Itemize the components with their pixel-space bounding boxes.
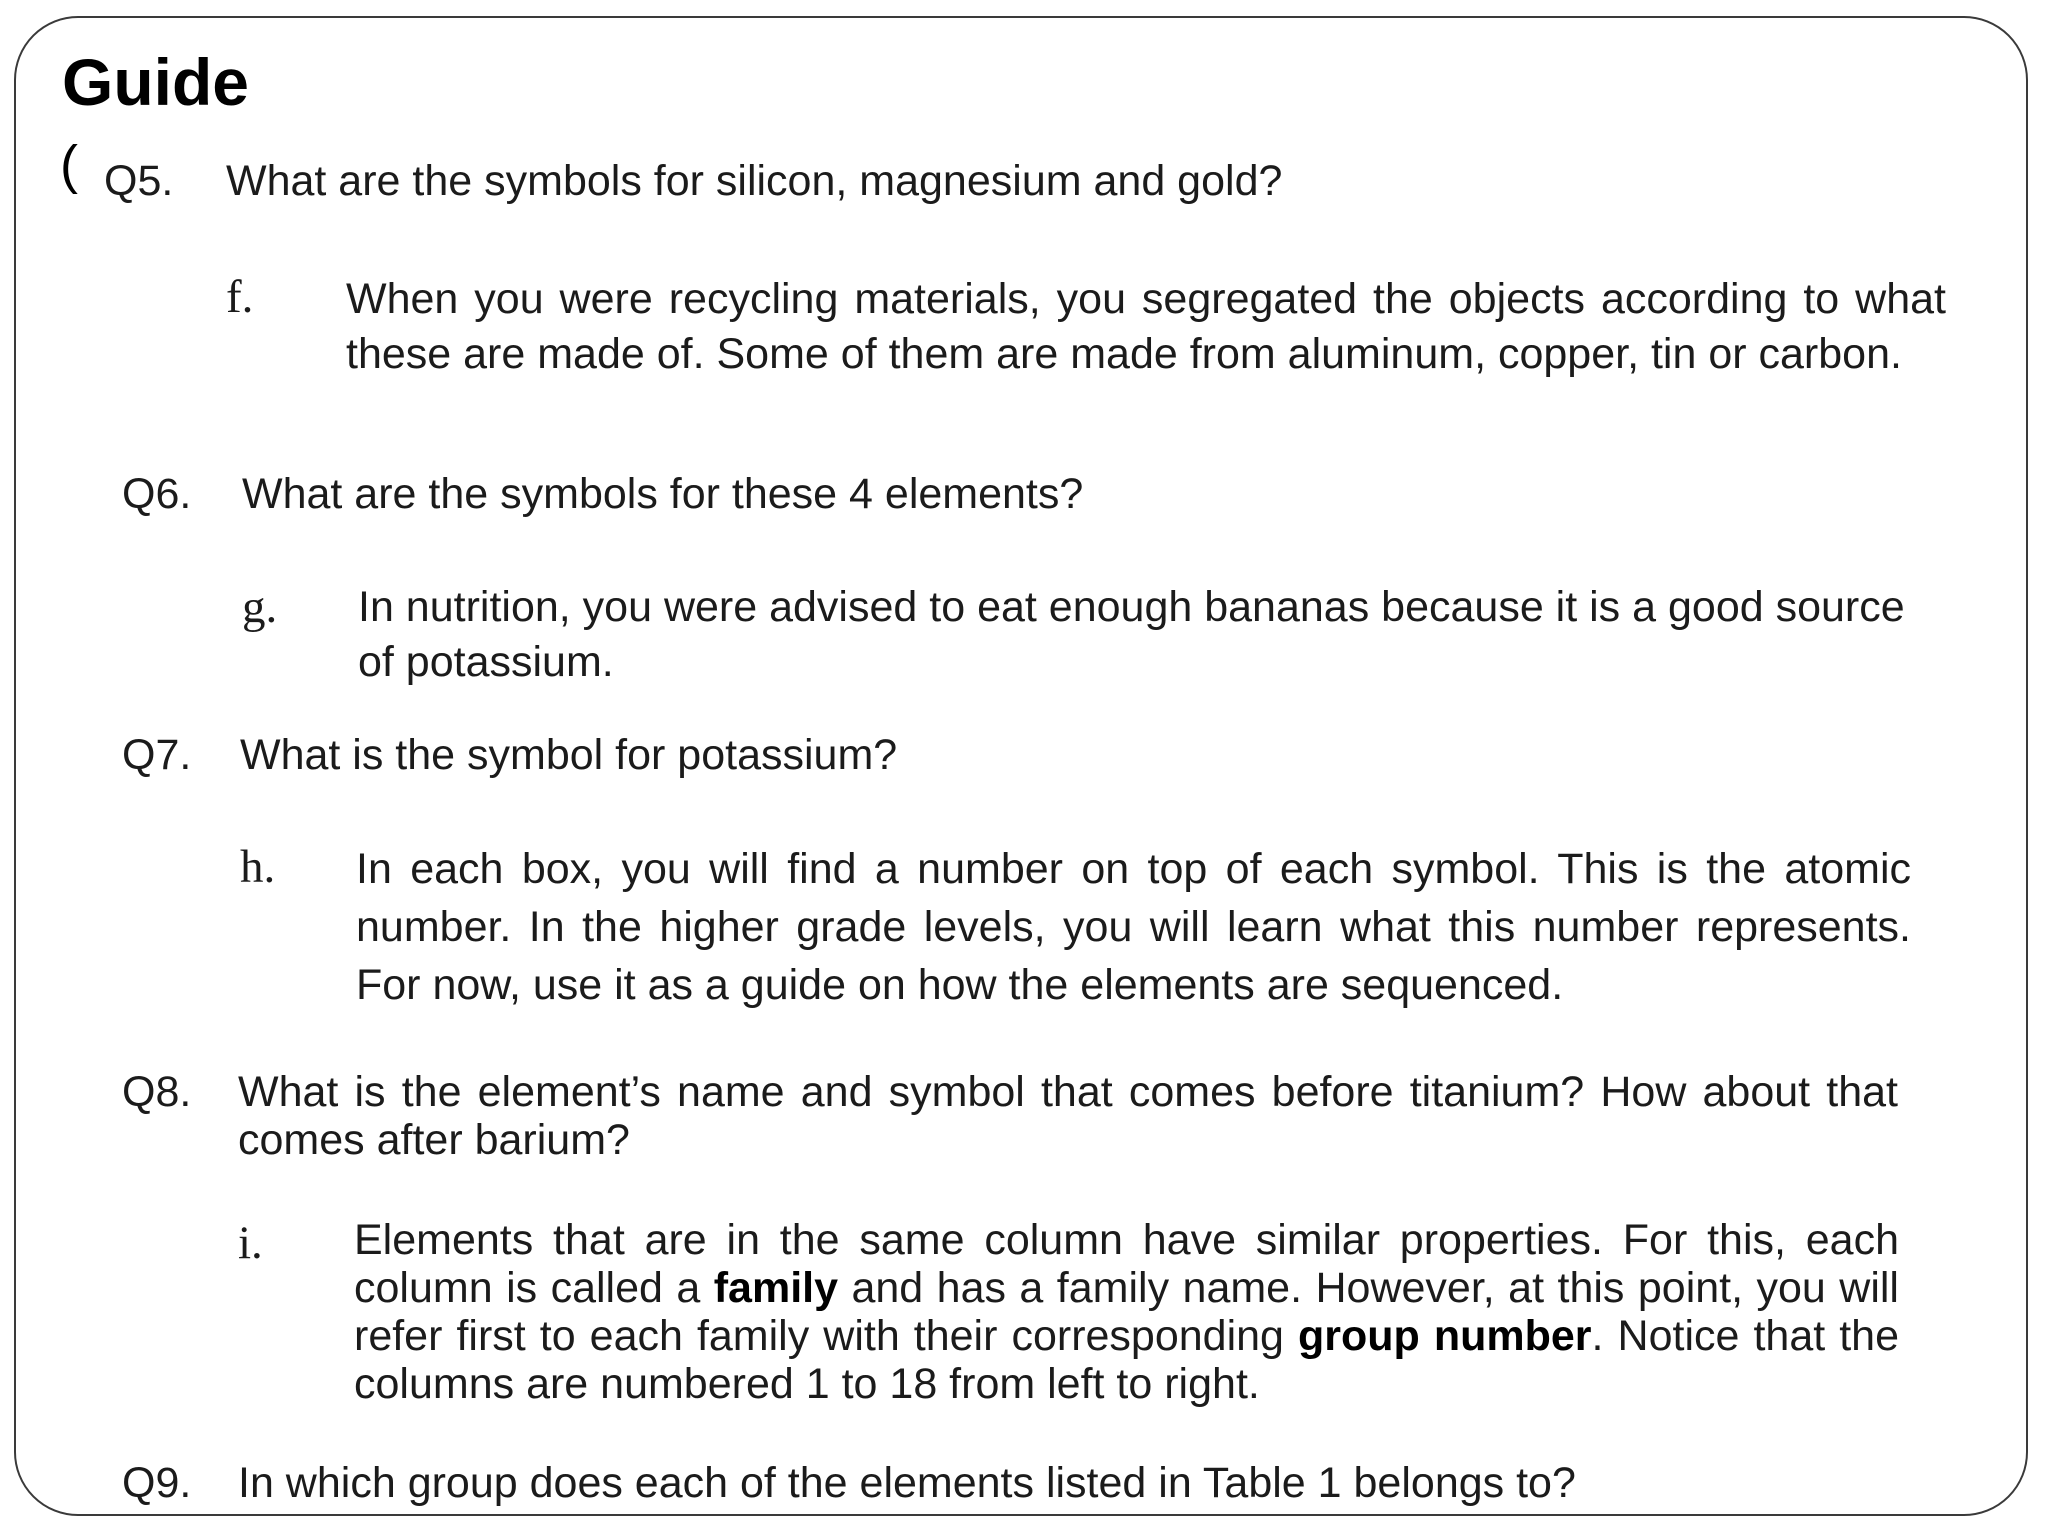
list-item-h-label: h.: [240, 841, 276, 893]
term-group-number: group number: [1298, 1312, 1592, 1360]
question-q9-label: Q9.: [122, 1459, 192, 1507]
question-q6-label: Q6.: [122, 470, 192, 518]
question-q8-label: Q8.: [122, 1068, 192, 1116]
list-item-g-text: In nutrition, you were advised to eat enough bananas because it is a good source of potassium.: [358, 583, 1905, 686]
question-q9-text: In which group does each of the elements listed in Table 1 belongs to?: [238, 1459, 1576, 1507]
list-item-h-text: In each box, you will find a number on top of each symbol. This is the atomic number. In the higher grade levels, you will learn what this number represents. For now, use it as a guide on how the elements are sequenced.: [356, 845, 1911, 1009]
question-q7-label: Q7.: [122, 731, 192, 779]
list-item-i-text-part-2: and has a family name. However, at this point, you will refer first to each family with their corresponding: [354, 1264, 1899, 1360]
question-q5-text: What are the symbols for silicon, magnesium and gold?: [226, 157, 1283, 205]
question-q8-text: What is the element’s name and symbol that comes before titanium? How about that comes after barium?: [238, 1068, 1898, 1164]
question-q5-label: Q5.: [104, 157, 174, 205]
question-q6-text: What are the symbols for these 4 elements?: [242, 470, 1084, 518]
list-item-i-text-part-1: Elements that are in the same column have similar properties. For this, each column is called a: [354, 1216, 1899, 1312]
question-q7-text: What is the symbol for potassium?: [240, 731, 898, 779]
list-item-i-text-part-3: . Notice that the columns are numbered 1 to 18 from left to right.: [354, 1312, 1899, 1408]
title-fragment: (: [60, 135, 78, 195]
term-family: family: [713, 1264, 839, 1312]
list-item-i-label: i.: [238, 1217, 263, 1269]
list-item-i-text: [354, 1216, 1899, 1408]
list-item-f-text: When you were recycling materials, you segregated the objects according to what these are made of. Some of them are made from aluminum, copper, tin or carbon.: [346, 275, 1946, 378]
list-item-g-label: g.: [242, 581, 278, 633]
list-item-f-label: f.: [226, 271, 254, 323]
slide-title: Guide: [62, 45, 250, 119]
